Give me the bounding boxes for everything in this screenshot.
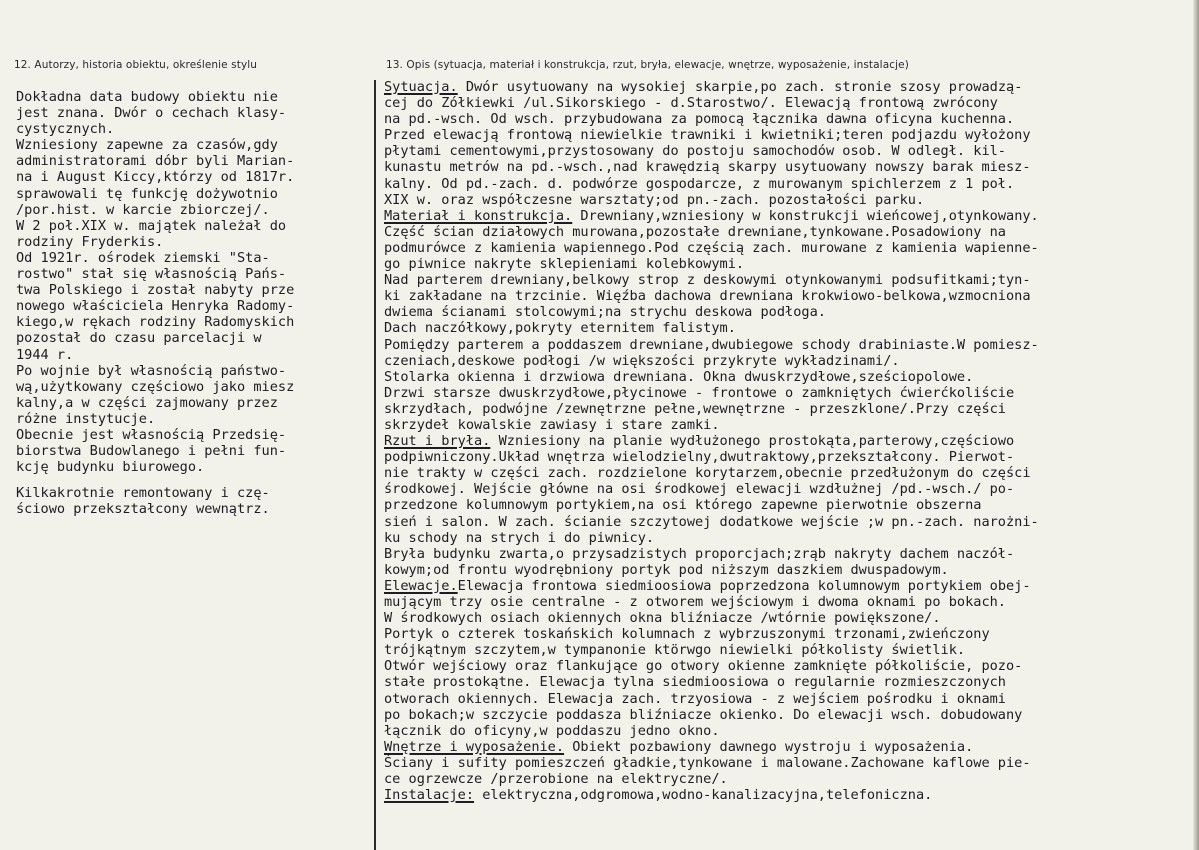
description-text: XIX w. oraz współczesne warsztaty;od pn.-zach. pozostałości parku. <box>384 191 925 208</box>
description-line <box>384 417 1196 433</box>
description-line <box>384 320 1196 336</box>
history-line: kcję budynku biurowego. <box>16 459 205 476</box>
description-line <box>384 401 1196 417</box>
history-line: 1944 r. <box>16 346 74 363</box>
history-line: /por.hist. w karcie zbiorczej/. <box>16 201 270 218</box>
history-line: Od 1921r. ośrodek ziemski "Sta- <box>16 249 270 266</box>
description-text: przedzone kolumnowym portykiem,na osi którego zapewne pierwotnie obszerna <box>384 497 982 514</box>
description-text: kalny. Od pd.-zach. d. podwórze gospodarcze, z murowanym spichlerzem z 1 poł. <box>384 175 1015 192</box>
history-line: Kilkakrotnie remontowany i czę- <box>16 485 270 502</box>
description-text: Otwór wejściowy oraz flankujące go otwory okienne zamknięte półkoliście, pozo- <box>384 658 1023 675</box>
description-text: Elewacja frontowa siedmioosiowa poprzedzona kolumnowym portykiem obej- <box>457 577 1031 594</box>
description-text: nie trakty w części zach. rozdzielone korytarzem,obecnie przedłużonym do części <box>384 465 1031 482</box>
description-line <box>384 385 1196 401</box>
section-heading: Wnętrze i wyposażenie. <box>384 738 565 755</box>
history-line: różne instytucje. <box>16 410 156 427</box>
description-line <box>384 240 1196 256</box>
history-line: pozostał do czasu parcelacji w <box>16 330 262 347</box>
description-text: Część ścian działowych murowana,pozostałe drewniane,tynkowane.Posadowiony na <box>384 223 1006 240</box>
description-text: skrzydłach, podwójne /zewnętrzne pełne,wewnętrzne - przeszklone/.Przy części <box>384 400 1006 417</box>
history-line: nowego właściciela Henryka Radomy- <box>16 298 295 315</box>
description-line <box>384 337 1196 353</box>
description-text: Bryła budynku zwarta,o przysadzistych proporcjach;zrąb nakryty dachem naczół- <box>384 545 1015 562</box>
description-text: czeniach,deskowe podłogi /w większości przykryte wykładzinami/. <box>384 352 900 369</box>
description-line <box>384 159 1196 175</box>
history-text-column <box>16 89 372 517</box>
description-line <box>384 353 1196 369</box>
description-text: ce ogrzewcze /przerobione na elektryczne/. <box>384 771 728 788</box>
description-line <box>384 95 1196 111</box>
description-line <box>384 192 1196 208</box>
description-line <box>384 771 1196 787</box>
description-text: Dwór usytuowany na wysokiej skarpie,po zach. stronie szosy prowadzą- <box>457 79 1023 95</box>
description-line <box>384 497 1196 513</box>
description-line <box>384 481 1196 497</box>
description-text: trójkątnym szczytem,w tympanonie ktörwgo niewielki półkolisty świetlik. <box>384 642 966 659</box>
section-heading: Instalacje: <box>384 787 475 804</box>
description-line <box>384 610 1196 626</box>
description-text: dwiema ścianami stolcowymi;na strychu deskowa podłoga. <box>384 304 826 321</box>
description-text: cej do Zółkiewki /ul.Sikorskiego - d.Starostwo/. Elewacją frontową zwrócony <box>384 95 998 112</box>
description-line <box>384 674 1196 690</box>
description-line <box>384 626 1196 642</box>
description-text: W środkowych osiach okiennych okna bliźniacze /wtórnie powiększone/. <box>384 610 941 627</box>
description-line <box>384 272 1196 288</box>
description-line <box>384 514 1196 530</box>
description-line <box>384 594 1196 610</box>
description-line <box>384 304 1196 320</box>
column-divider <box>374 80 376 850</box>
description-line <box>384 642 1196 658</box>
description-line <box>384 787 1196 803</box>
history-line: rodziny Fryderkis. <box>16 233 164 250</box>
description-line <box>384 449 1196 465</box>
description-line <box>384 433 1196 449</box>
history-line: sprawowali tę funkcję dożywotnio <box>16 185 278 202</box>
description-line <box>384 208 1196 224</box>
description-line <box>384 224 1196 240</box>
history-line: Po wojnie był własnością państwo- <box>16 362 287 379</box>
description-line <box>384 578 1196 594</box>
description-line <box>384 658 1196 674</box>
description-line <box>384 256 1196 272</box>
history-line: W 2 poł.XIX w. majątek należał do <box>16 217 287 234</box>
description-line <box>384 755 1196 771</box>
section-heading: Materiał i konstrukcja. <box>384 207 573 224</box>
description-text: na pd.-wsch. Od wsch. przybudowana za pomocą łącznika dawna oficyna kuchenna. <box>384 111 1015 128</box>
description-line <box>384 530 1196 546</box>
section-heading: Rzut i bryła. <box>384 433 491 450</box>
history-line: Obecnie jest własnością Przedsię- <box>16 426 287 443</box>
section-heading: Elewacje. <box>384 577 458 594</box>
description-text: płytami cementowymi,przystosowany do postoju samochodów osob. W odległ. kil- <box>384 143 1006 160</box>
history-line: kalny,a w części zajmowany przez <box>16 394 278 411</box>
description-text: Nad parterem drewniany,belkowy strop z deskowymi otynkowanymi podsufitkami;tyn- <box>384 272 1031 289</box>
description-text-column <box>384 79 1196 803</box>
history-line: biorstwa Budowlanego i pełni fun- <box>16 443 287 460</box>
description-text: podmurówce z kamienia wapiennego.Pod częścią zach. murowane z kamienia wapienne- <box>384 239 1039 256</box>
description-line <box>384 79 1196 95</box>
history-line: twa Polskiego i został nabyty prze <box>16 282 295 299</box>
description-line <box>384 739 1196 755</box>
description-text: sień i salon. W zach. ścianie szczytowej dodatkowe wejście ;w pn.-zach. narożni- <box>384 513 1039 530</box>
description-text: kowym;od frontu wyodrębniony portyk pod niższym daszkiem dwuspadowym. <box>384 561 949 578</box>
description-text: łącznik do oficyny,w poddaszu jedno okno. <box>384 722 720 739</box>
description-line <box>384 562 1196 578</box>
history-line: kiego,w rękach rodziny Radomyskich <box>16 314 295 331</box>
history-line: administratorami dóbr byli Marian- <box>16 153 295 170</box>
history-line: jest znana. Dwór o cechach klasy- <box>16 105 287 122</box>
history-line: rostwo" stał się własnością Pańs- <box>16 266 287 283</box>
description-line <box>384 369 1196 385</box>
description-text: Obiekt pozbawiony dawnego wystroju i wyposażenia. <box>564 738 974 755</box>
description-text: ku schody na strych i do piwnicy. <box>384 529 655 546</box>
description-text: środkowej. Wejście główne na osi środkowej elewacji wzdłużnej /pd.-wsch./ po- <box>384 481 1015 498</box>
description-text: mującym trzy osie centralne - z otworem wejściowym i dwoma oknami po bokach. <box>384 594 1006 610</box>
description-text: stałe prostokątne. Elewacja tylna siedmioosiowa o regularnie rozmieszczonych <box>384 674 1006 691</box>
description-text: Stolarka okienna i drzwiowa drewniana. Okna dwuskrzydłowe,sześciopolowe. <box>384 368 974 385</box>
history-line: Wzniesiony zapewne za czasów,gdy <box>16 137 278 154</box>
description-text: podpiwniczony.Układ wnętrza wielodzielny,dwutraktowy,przekształcony. Pierwot- <box>384 449 1015 466</box>
description-text: go piwnice nakryte sklepieniami kolebkowymi. <box>384 256 745 273</box>
description-text: skrzydeł kowalskie zawiasy i stare zamki. <box>384 416 720 433</box>
section-13-header: 13. Opis (sytuacja, materiał i konstrukcja, rzut, bryła, elewacje, wnętrze, wyposażenie, instalacje) <box>386 59 909 71</box>
description-line <box>384 111 1196 127</box>
history-line: wą,użytkowany częściowo jako miesz <box>16 378 295 395</box>
description-line <box>384 288 1196 304</box>
description-text: otworach okiennych. Elewacja zach. trzyosiowa - z wejściem pośrodku i oknami <box>384 690 1006 707</box>
history-line: na i August Kiccy,którzy od 1817r. <box>16 169 295 186</box>
description-text: kunastu metrów na pd.-wsch.,nad krawędzią skarpy usytuowany nowszy barak miesz- <box>384 159 1031 176</box>
description-line <box>384 127 1196 143</box>
description-line <box>384 143 1196 159</box>
history-line: ściowo przekształcony wewnątrz. <box>16 501 270 518</box>
description-line <box>384 546 1196 562</box>
description-text: ki zakładane na trzcinie. Więźba dachowa drewniana krokwiowo-belkowa,wzmocniona <box>384 288 1031 305</box>
description-line <box>384 465 1196 481</box>
description-text: Pomiędzy parterem a poddaszem drewniane,dwubiegowe schody drabiniaste.W pomiesz- <box>384 336 1039 353</box>
description-text: elektryczna,odgromowa,wodno-kanalizacyjna,telefoniczna. <box>474 787 933 804</box>
description-text: Drzwi starsze dwuskrzydłowe,płycinowe - frontowe o zamkniętych ćwierćkoliście <box>384 384 1015 401</box>
description-text: po bokach;w szczycie poddasza bliźniacze okienko. Do elewacji wsch. dobudowany <box>384 706 1023 723</box>
description-text: Przed elewacją frontową niewielkie trawniki i kwietniki;teren podjazdu wyłożony <box>384 127 1031 144</box>
section-12-header: 12. Autorzy, historia obiektu, określenie stylu <box>14 59 258 71</box>
description-line <box>384 707 1196 723</box>
description-text: Wzniesiony na planie wydłużonego prostokąta,parterowy,częściowo <box>490 433 1015 450</box>
history-line <box>16 475 372 485</box>
description-line <box>384 176 1196 192</box>
description-text: Dach naczółkowy,pokryty eternitem falistym. <box>384 320 736 337</box>
description-text: Drewniany,wzniesiony w konstrukcji wieńcowej,otynkowany. <box>572 207 1039 224</box>
description-line <box>384 691 1196 707</box>
description-line <box>384 723 1196 739</box>
description-text: Ściany i sufity pomieszczeń gładkie,tynkowane i malowane.Zachowane kaflowe pie- <box>384 754 1031 771</box>
history-line: cystycznych. <box>16 121 115 138</box>
description-text: Portyk o czterek toskańskich kolumnach z wybrzuszonymi trzonami,zwieńczony <box>384 626 990 643</box>
history-line: Dokładna data budowy obiektu nie <box>16 89 278 105</box>
section-heading: Sytuacja. <box>384 79 458 95</box>
